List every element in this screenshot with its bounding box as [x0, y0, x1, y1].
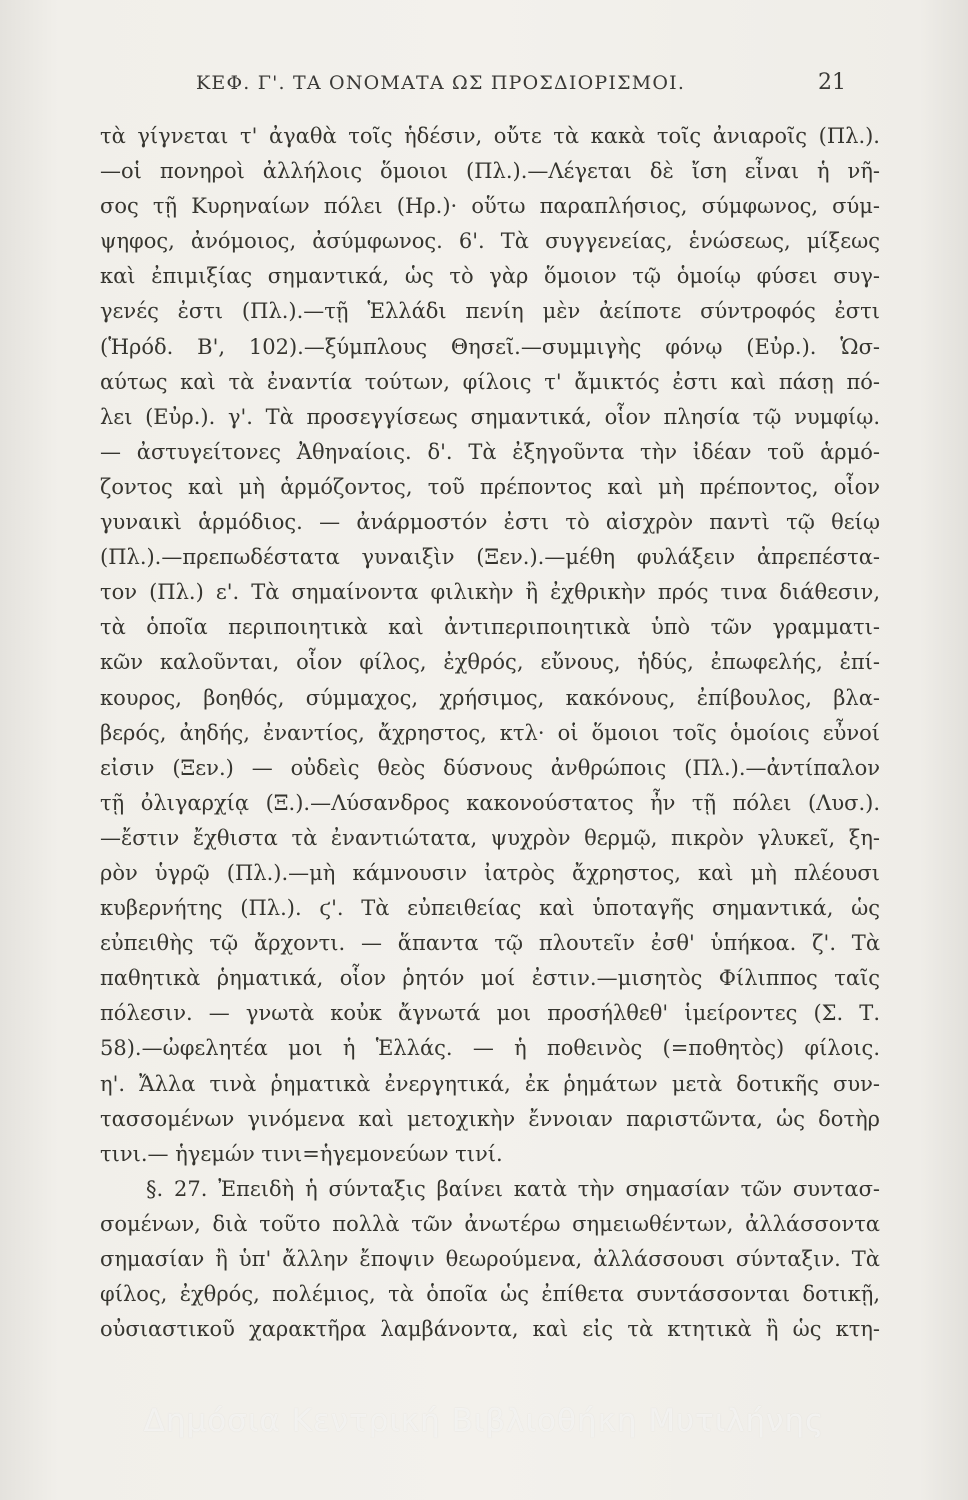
text-line: κουρος, βοηθός, σύμμαχος, χρήσιμος, κακόνους, ἐπίβουλος, βλα-	[100, 685, 880, 710]
text-line: πόλεσιν. — γνωτὰ κοὐκ ἄγνωτά μοι προσήλθεθ' ἱμείροντες (Σ. Τ.	[100, 1001, 880, 1026]
text-line: βερός, ἀηδής, ἐναντίος, ἄχρηστος, κτλ· οἱ ὅμοιοι τοῖς ὁμοίοις εὖνοί	[100, 720, 880, 745]
text-line: τινι.— ἡγεμών τινι=ἡγεμονεύων τινί.	[100, 1141, 503, 1166]
text-line: φίλος, ἐχθρός, πολέμιος, τὰ ὁποῖα ὡς ἐπίθετα συντάσσονται δοτικῇ,	[100, 1282, 880, 1307]
text-line: 58).—ὠφελητέα μοι ἡ Ἑλλάς. — ἡ ποθεινὸς (=ποθητὸς) φίλοις.	[100, 1036, 880, 1061]
library-watermark: Δημόσια Κεντρική Βιβλιοθήκη Μυτιλήνης	[143, 1403, 825, 1439]
text-line: (Πλ.).—πρεπωδέστατα γυναιξὶν (Ξεν.).—μέθη φυλάξειν ἀπρεπέστα-	[100, 545, 880, 570]
text-line: παθητικὰ ῥηματικά, οἷον ῥητόν μοί ἐστιν.—μισητὸς Φίλιππος ταῖς	[100, 966, 880, 991]
text-line: κῶν καλοῦνται, οἷον φίλος, ἐχθρός, εὔνους, ἡδύς, ἐπωφελής, ἐπί-	[100, 650, 880, 675]
text-line: τον (Πλ.) ε'. Τὰ σημαίνοντα φιλικὴν ἢ ἐχθρικὴν πρός τινα διάθεσιν,	[100, 580, 880, 605]
text-line: τὰ ὁποῖα περιποιητικὰ καὶ ἀντιπεριποιητικὰ ὑπὸ τῶν γραμματι-	[100, 615, 880, 640]
text-line: — ἀστυγείτονες Ἀθηναίοις. δ'. Τὰ ἐξηγοῦντα τὴν ἰδέαν τοῦ ἁρμό-	[100, 439, 880, 464]
body-text	[100, 119, 880, 1347]
text-line: αύτως καὶ τὰ ἐναντία τούτων, φίλοις τ' ἄμικτός ἐστι καὶ πάσῃ πό-	[100, 369, 880, 394]
text-line: εἰσιν (Ξεν.) — οὐδεὶς θεὸς δύσνους ἀνθρώποις (Πλ.).—ἀντίπαλον	[100, 755, 880, 780]
text-line: σομένων, διὰ τοῦτο πολλὰ τῶν ἀνωτέρω σημειωθέντων, ἀλλάσσοντα	[100, 1211, 880, 1236]
text-line: κυβερνήτης (Πλ.). ϛ'. Τὰ εὐπειθείας καὶ ὑποταγῆς σημαντικά, ὡς	[100, 896, 880, 921]
text-line: οὐσιαστικοῦ χαρακτῆρα λαμβάνοντα, καὶ εἰς τὰ κτητικὰ ἢ ὡς κτη-	[100, 1317, 880, 1342]
text-line: γενές ἐστι (Πλ.).—τῇ Ἑλλάδι πενίη μὲν ἀείποτε σύντροφός ἐστι	[100, 299, 880, 324]
text-line: τῇ ὀλιγαρχίᾳ (Ξ.).—Λύσανδρος κακονούστατος ἦν τῇ πόλει (Λυσ.).	[100, 790, 880, 815]
text-line: λει (Εὐρ.). γ'. Τὰ προσεγγίσεως σημαντικά, οἷον πλησία τῷ νυμφίῳ.	[100, 404, 880, 429]
running-title: ΚΕΦ. Γ'. ΤΑ ΟΝΟΜΑΤΑ ΩΣ ΠΡΟΣΔΙΟΡΙΣΜΟΙ.	[196, 72, 686, 94]
running-head	[0, 72, 968, 106]
text-line: σημασίαν ἢ ὑπ' ἄλλην ἔποψιν θεωρούμενα, ἀλλάσσουσι σύνταξιν. Τὰ	[100, 1247, 880, 1271]
text-line: —ἔστιν ἔχθιστα τὰ ἐναντιώτατα, ψυχρὸν θερμῷ, πικρὸν γλυκεῖ, ξη-	[100, 825, 880, 850]
text-line: εὐπειθὴς τῷ ἄρχοντι. — ἅπαντα τῷ πλουτεῖν ἐσθ' ὑπήκοα. ζ'. Τὰ	[100, 931, 880, 956]
text-line: σος τῇ Κυρηναίων πόλει (Ηρ.)· οὕτω παραπλήσιος, σύμφωνος, σύμ-	[100, 194, 880, 219]
page-number: 21	[818, 70, 846, 95]
text-line: τασσομένων γινόμενα καὶ μετοχικὴν ἔννοιαν παριστῶντα, ὡς δοτὴρ	[100, 1106, 880, 1131]
text-line: ψηφος, ἀνόμοιος, ἀσύμφωνος. 6'. Τὰ συγγενείας, ἑνώσεως, μίξεως	[100, 229, 880, 254]
text-line: γυναικὶ ἁρμόδιος. — ἀνάρμοστόν ἐστι τὸ αἰσχρὸν παντὶ τῷ θείῳ	[100, 510, 880, 535]
text-line: —οἱ πονηροὶ ἀλλήλοις ὅμοιοι (Πλ.).—Λέγεται δὲ ἴση εἶναι ἡ νῆ-	[100, 159, 880, 184]
text-line: τὰ γίγνεται τ' ἀγαθὰ τοῖς ἡδέσιν, οὔτε τὰ κακὰ τοῖς ἀνιαροῖς (Πλ.).	[100, 124, 880, 148]
text-line: ζοντος καὶ μὴ ἁρμόζοντος, τοῦ πρέποντος καὶ μὴ πρέποντος, οἷον	[100, 474, 880, 499]
text-line: ρὸν ὑγρῷ (Πλ.).—μὴ κάμνουσιν ἰατρὸς ἄχρηστος, καὶ μὴ πλέουσι	[100, 860, 880, 885]
text-line: η'. Ἄλλα τινὰ ῥηματικὰ ἐνεργητικά, ἐκ ῥημάτων μετὰ δοτικῆς συν-	[100, 1071, 880, 1096]
section-start-line: §. 27. Ἐπειδὴ ἡ σύνταξις βαίνει κατὰ τὴν σημασίαν τῶν συντασ-	[146, 1176, 880, 1201]
text-line: καὶ ἐπιμιξίας σημαντικά, ὡς τὸ γὰρ ὅμοιον τῷ ὁμοίῳ φύσει συγ-	[100, 264, 880, 289]
text-line: (Ἡρόδ. Β', 102).—ξύμπλους Θησεῖ.—συμμιγὴς φόνῳ (Εὐρ.). Ὡσ-	[100, 334, 880, 359]
